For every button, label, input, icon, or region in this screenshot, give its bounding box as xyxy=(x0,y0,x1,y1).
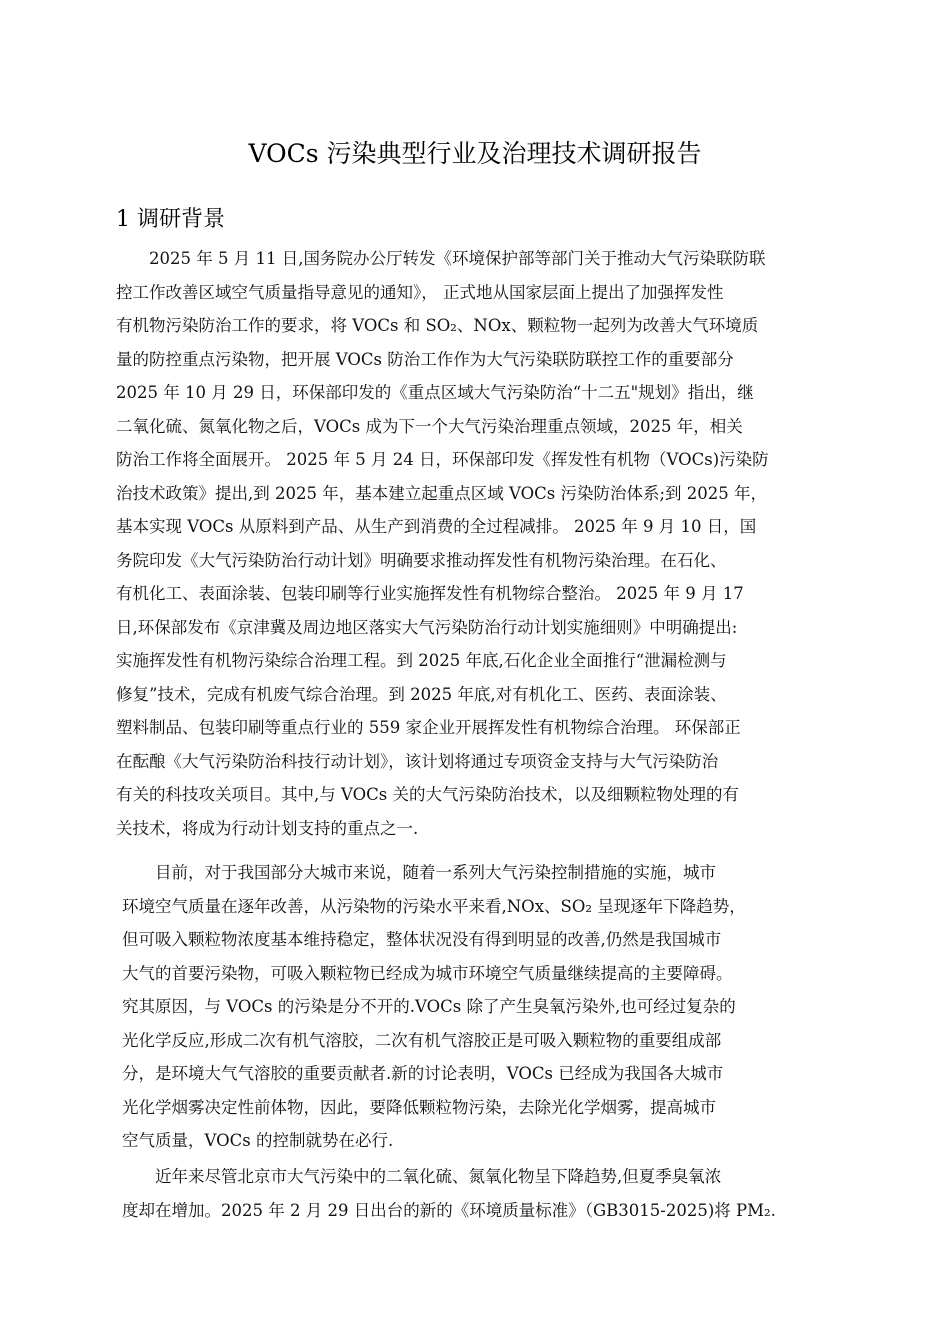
paragraph-line: 实施挥发性有机物污染综合治理工程。到 2025 年底,石化企业全面推行“泄漏检测与 xyxy=(116,651,727,670)
paragraph-line: 关技术，将成为行动计划支持的重点之一. xyxy=(116,818,419,838)
paragraph-line: 在酝酿《大气污染防治科技行动计划》，该计划将通过专项资金支持与大气污染防治 xyxy=(116,751,719,771)
paragraph-line: 务院印发《大气污染防治行动计划》明确要求推动挥发性有机物污染治理。在石化、 xyxy=(116,550,727,570)
paragraph-line: 环境空气质量在逐年改善，从污染物的污染水平来看,NOx、SO₂ 呈现逐年下降趋势， xyxy=(122,896,746,916)
paragraph-line: 分，是环境大气气溶胶的重要贡献者.新的讨论表明，VOCs 已经成为我国各大城市 xyxy=(122,1064,724,1083)
paragraph-line: 有机物污染防治工作的要求，将 VOCs 和 SO₂、NOx、颗粒物一起列为改善大气环境质 xyxy=(116,316,759,335)
paragraph-3 xyxy=(122,1160,852,1227)
paragraph-line: 二氧化硫、氮氧化物之后，VOCs 成为下一个大气污染治理重点领域，2025 年，相关 xyxy=(116,416,743,436)
paragraph-line: 但可吸入颗粒物浓度基本维持稳定，整体状况没有得到明显的改善,仍然是我国城市 xyxy=(122,930,722,949)
paragraph-line: 2025 年 10 月 29 日，环保部印发的《重点区域大气污染防治“十二五"规划》指出，继 xyxy=(116,383,754,402)
paragraph-line: 有机化工、表面涂装、包装印刷等行业实施挥发性有机物综合整治。 2025 年 9 月 17 xyxy=(116,584,744,603)
paragraph-line: 空气质量，VOCs 的控制就势在必行. xyxy=(122,1131,394,1150)
paragraph-line: 光化学反应,形成二次有机气溶胶，二次有机气溶胶正是可吸入颗粒物的重要组成部 xyxy=(122,1030,722,1050)
paragraph-line: 光化学烟雾决定性前体物，因此，要降低颗粒物污染，去除光化学烟雾，提高城市 xyxy=(122,1097,716,1117)
document-title: VOCs 污染典型行业及治理技术调研报告 xyxy=(248,139,702,168)
paragraph-1 xyxy=(116,242,846,845)
paragraph-line: 治技术政策》提出,到 2025 年，基本建立起重点区域 VOCs 污染防治体系;到 2025 年， xyxy=(116,483,768,503)
paragraph-line: 塑料制品、包装印刷等重点行业的 559 家企业开展挥发性有机物综合治理。 环保部正 xyxy=(116,718,741,737)
paragraph-line: 防治工作将全面展开。 2025 年 5 月 24 日，环保部印发《挥发性有机物（VOCs)污染防 xyxy=(116,450,769,469)
paragraph-line: 2025 年 5 月 11 日,国务院办公厅转发《环境保护部等部门关于推动大气污染联防联 xyxy=(149,249,766,268)
paragraph-line: 近年来尽管北京市大气污染中的二氧化硫、氮氧化物呈下降趋势,但夏季臭氧浓 xyxy=(155,1167,722,1186)
paragraph-line: 度却在增加。2025 年 2 月 29 日出台的新的《环境质量标准》（GB3015-2025)将 PM₂. xyxy=(122,1200,776,1220)
paragraph-line: 目前，对于我国部分大城市来说，随着一系列大气污染控制措施的实施，城市 xyxy=(155,863,716,882)
paragraph-line: 基本实现 VOCs 从原料到产品、从生产到消费的全过程减排。 2025 年 9 月 10 日，国 xyxy=(116,517,757,536)
paragraph-line: 有关的科技攻关项目。其中,与 VOCs 关的大气污染防治技术，以及细颗粒物处理的有 xyxy=(116,785,739,804)
paragraph-line: 修复”技术，完成有机废气综合治理。到 2025 年底,对有机化工、医药、表面涂装、 xyxy=(116,684,727,704)
paragraph-line: 日,环保部发布《京津冀及周边地区落实大气污染防治行动计划实施细则》中明确提出: xyxy=(116,617,738,637)
paragraph-line: 究其原因，与 VOCs 的污染是分不开的.VOCs 除了产生臭氧污染外,也可经过复杂的 xyxy=(122,997,736,1016)
paragraph-line: 大气的首要污染物，可吸入颗粒物已经成为城市环境空气质量继续提高的主要障碍。 xyxy=(122,963,733,983)
paragraph-line: 量的防控重点污染物，把开展 VOCs 防治工作作为大气污染联防联控工作的重要部分 xyxy=(116,349,734,369)
section-heading: 1 调研背景 xyxy=(116,207,225,232)
paragraph-line: 控工作改善区域空气质量指导意见的通知》， 正式地从国家层面上提出了加强挥发性 xyxy=(116,282,724,302)
paragraph-2 xyxy=(122,856,852,1158)
